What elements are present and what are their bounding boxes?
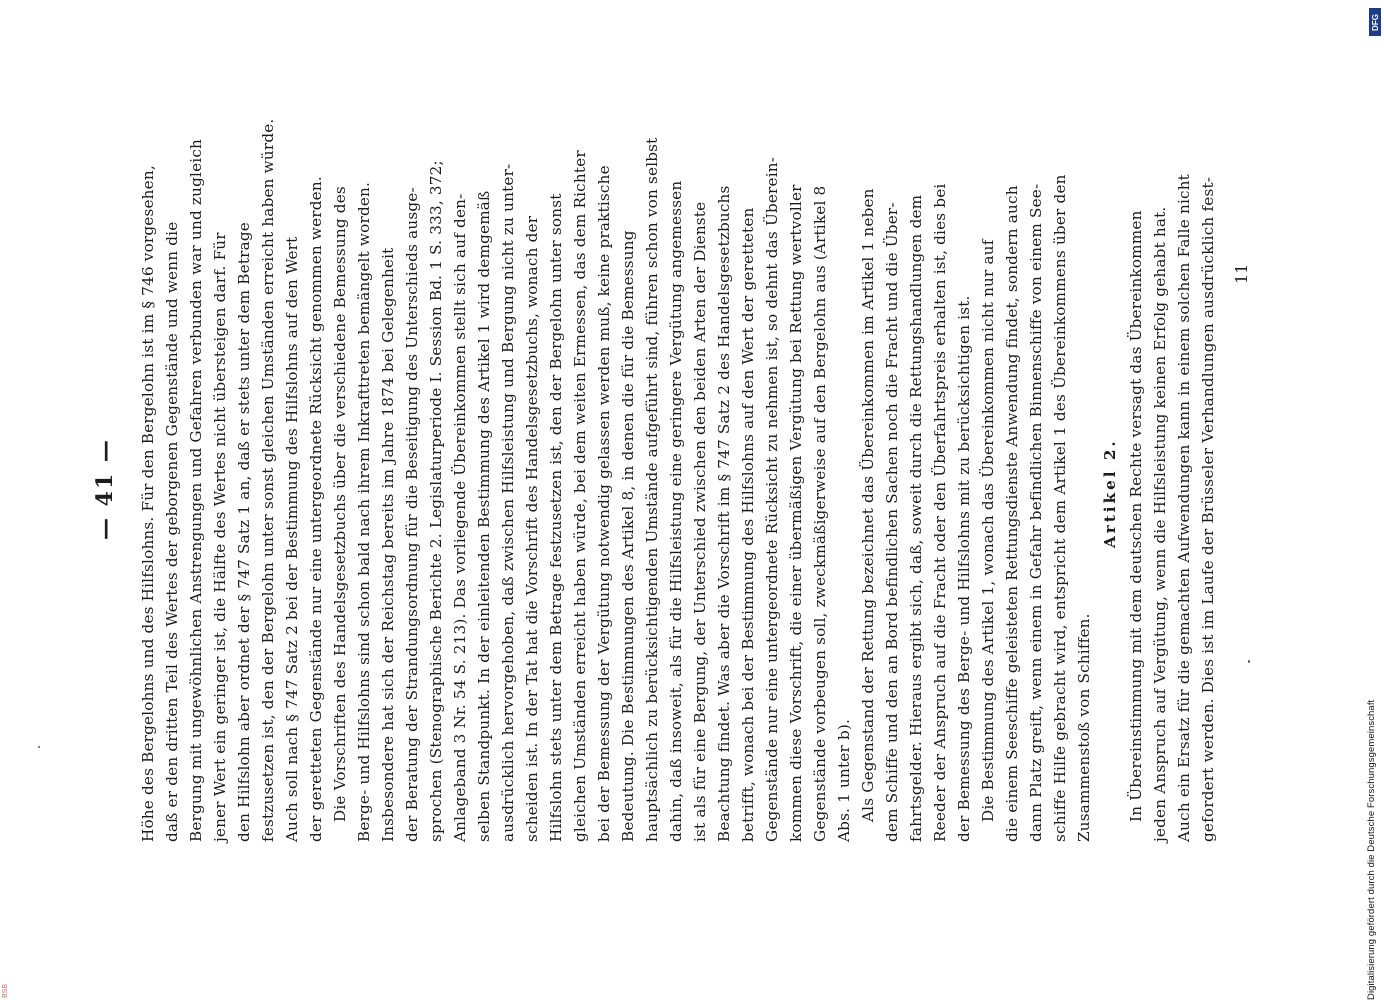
text-line: die einem Seeschiffe geleisteten Rettungsdienste Anwendung findet, sondern auch <box>1003 185 1021 842</box>
text-line: ausdrücklich hervorgehoben, daß zwischen Hilfsleistung und Bergung nicht zu unter- <box>499 163 517 842</box>
text-line: fahrtsgelder. Hieraus ergibt sich, daß, soweit durch die Rettungshandlungen dem <box>907 194 925 842</box>
page-number: — 41 — <box>92 438 118 540</box>
text-line: Zusammenstoß von Schiffen. <box>1075 613 1093 842</box>
text-line: dem Schiffe und den an Bord befindlichen Sachen noch die Fracht und die Über- <box>883 202 901 842</box>
scan-speck <box>1248 660 1250 663</box>
text-line: Höhe des Bergelohns und des Hilfslohns. Für den Bergelohn ist im § 746 vorgesehen, <box>139 165 157 842</box>
text-line: Bergung mit ungewöhnlichen Anstrengungen und Gefahren verbunden war und zugleich <box>187 138 205 842</box>
text-line: der geretteten Gegenstände nur eine untergeordnete Rücksicht genommen werden. <box>307 176 325 842</box>
text-line: schiffe Hilfe gebracht wird, entspricht dem Artikel 1 des Übereinkommens über den <box>1051 174 1069 842</box>
text-line: der Beratung der Strandungsordnung für die Beseitigung des Unterschieds ausge- <box>403 187 421 842</box>
text-line: Anlageband 3 Nr. 54 S. 213). Das vorliegende Übereinkommen stellt sich auf den- <box>451 193 469 842</box>
text-line: dann Platz greift, wenn einem in Gefahr befindlichen Binnenschiffe von einem See- <box>1027 183 1045 842</box>
text-line: Gegenstände nur eine untergeordnete Rücksicht zu nehmen ist, so dehnt das Überein- <box>763 156 781 842</box>
text-line: Die Vorschriften des Handelsgesetzbuchs über die verschiedene Bemessung des <box>331 186 349 822</box>
library-mark: BSB <box>2 983 9 998</box>
text-line: Insbesondere hat sich der Reichstag bereits im Jahre 1874 bei Gelegenheit <box>379 247 397 842</box>
sheet-signature: 11 <box>1232 263 1251 284</box>
text-line: Reeder der Anspruch auf die Fracht oder den Überfahrtspreis erhalten ist, dies bei <box>931 183 949 842</box>
text-line: jener Wert ein geringer ist, die Hälfte des Wertes nicht übersteigen darf. Für <box>211 232 229 842</box>
text-line: jeden Anspruch auf Vergütung, wenn die Hilfsleistung keinen Erfolg gehabt hat. <box>1151 206 1169 842</box>
section-heading: Artikel 2. <box>1101 438 1119 548</box>
text-line: Hilfslohn stets unter dem Betrage festzusetzen ist, den der Bergelohn unter sonst <box>547 193 565 842</box>
text-line: Bedeutung. Die Bestimmungen des Artikel 8, in denen die für die Bemessung <box>619 230 637 842</box>
text-line: In Übereinstimmung mit dem deutschen Rechte versagt das Übereinkommen <box>1127 210 1145 822</box>
text-line: den Hilfslohn aber ordnet der § 747 Satz 1 an, daß er stets unter dem Betrage <box>235 222 253 842</box>
scan-speck <box>38 746 40 748</box>
text-line: Beachtung findet. Was aber die Vorschrift im § 747 Satz 2 des Handelsgesetzbuchs <box>715 185 733 842</box>
text-line: scheiden ist. In der Tat hat die Vorschrift des Handelsgesetzbuchs, wonach der <box>523 215 541 842</box>
digitization-credit: Digitalisierung gefördert durch die Deutsche Forschungsgemeinschaft <box>1366 699 1377 1000</box>
text-line: gleichen Umständen erreicht haben würde, bei dem weiten Ermessen, das dem Richter <box>571 150 589 842</box>
text-line: Abs. 1 unter b). <box>835 718 853 842</box>
text-line: kommen diese Vorschrift, die einer übermäßigen Vergütung bei Rettung wertvoller <box>787 184 805 842</box>
text-line: ist als für eine Bergung, der Unterschied zwischen den beiden Arten der Dienste <box>691 201 709 842</box>
text-line: Auch soll nach § 747 Satz 2 bei der Bestimmung des Hilfslohns auf den Wert <box>283 236 301 842</box>
text-line: selben Standpunkt. In der einleitenden Bestimmung des Artikel 1 wird demgemäß <box>475 190 493 842</box>
text-line: Auch ein Ersatz für die gemachten Aufwendungen kann in einem solchen Falle nicht <box>1175 174 1193 842</box>
text-line: daß er den dritten Teil des Wertes der geborgenen Gegenstände und wenn die <box>163 221 181 842</box>
text-line: sprochen (Stenographische Berichte 2. Legislaturperiode I. Session Bd. 1 S. 333, 372; <box>427 160 445 842</box>
text-line: dahin, daß insoweit, als für die Hilfsleistung eine geringere Vergütung angemessen <box>667 180 685 842</box>
text-line: bei der Bemessung der Vergütung notwendig gelassen werden muß, keine praktische <box>595 165 613 842</box>
text-line: Berge- und Hilfslohns sind schon bald nach ihrem Inkrafttreten bemängelt worden. <box>355 181 373 842</box>
text-line: Gegenstände vorbeugen soll, zweckmäßigerweise auf den Bergelohn aus (Artikel 8 <box>811 185 829 842</box>
text-line: gefordert werden. Dies ist im Laufe der Brüsseler Verhandlungen ausdrücklich fest- <box>1199 176 1217 842</box>
dfg-logo: DFG <box>1369 8 1381 36</box>
text-line: Die Bestimmung des Artikel 1, wonach das Übereinkommen nicht nur auf <box>979 239 997 822</box>
text-line: betrifft, wonach bei der Bestimmung des Hilfslohns auf den Wert der geretteten <box>739 207 757 842</box>
text-line: der Bemessung des Berge- und Hilfslohns mit zu berücksichtigen ist. <box>955 295 973 842</box>
text-line: hauptsächlich zu berücksichtigenden Umstände aufgeführt sind, führen schon von selbst <box>643 137 661 842</box>
text-line: Als Gegenstand der Rettung bezeichnet das Übereinkommen im Artikel 1 neben <box>859 188 877 822</box>
text-line: festzusetzen ist, den der Bergelohn unter sonst gleichen Umständen erreicht haben würde. <box>259 118 277 842</box>
